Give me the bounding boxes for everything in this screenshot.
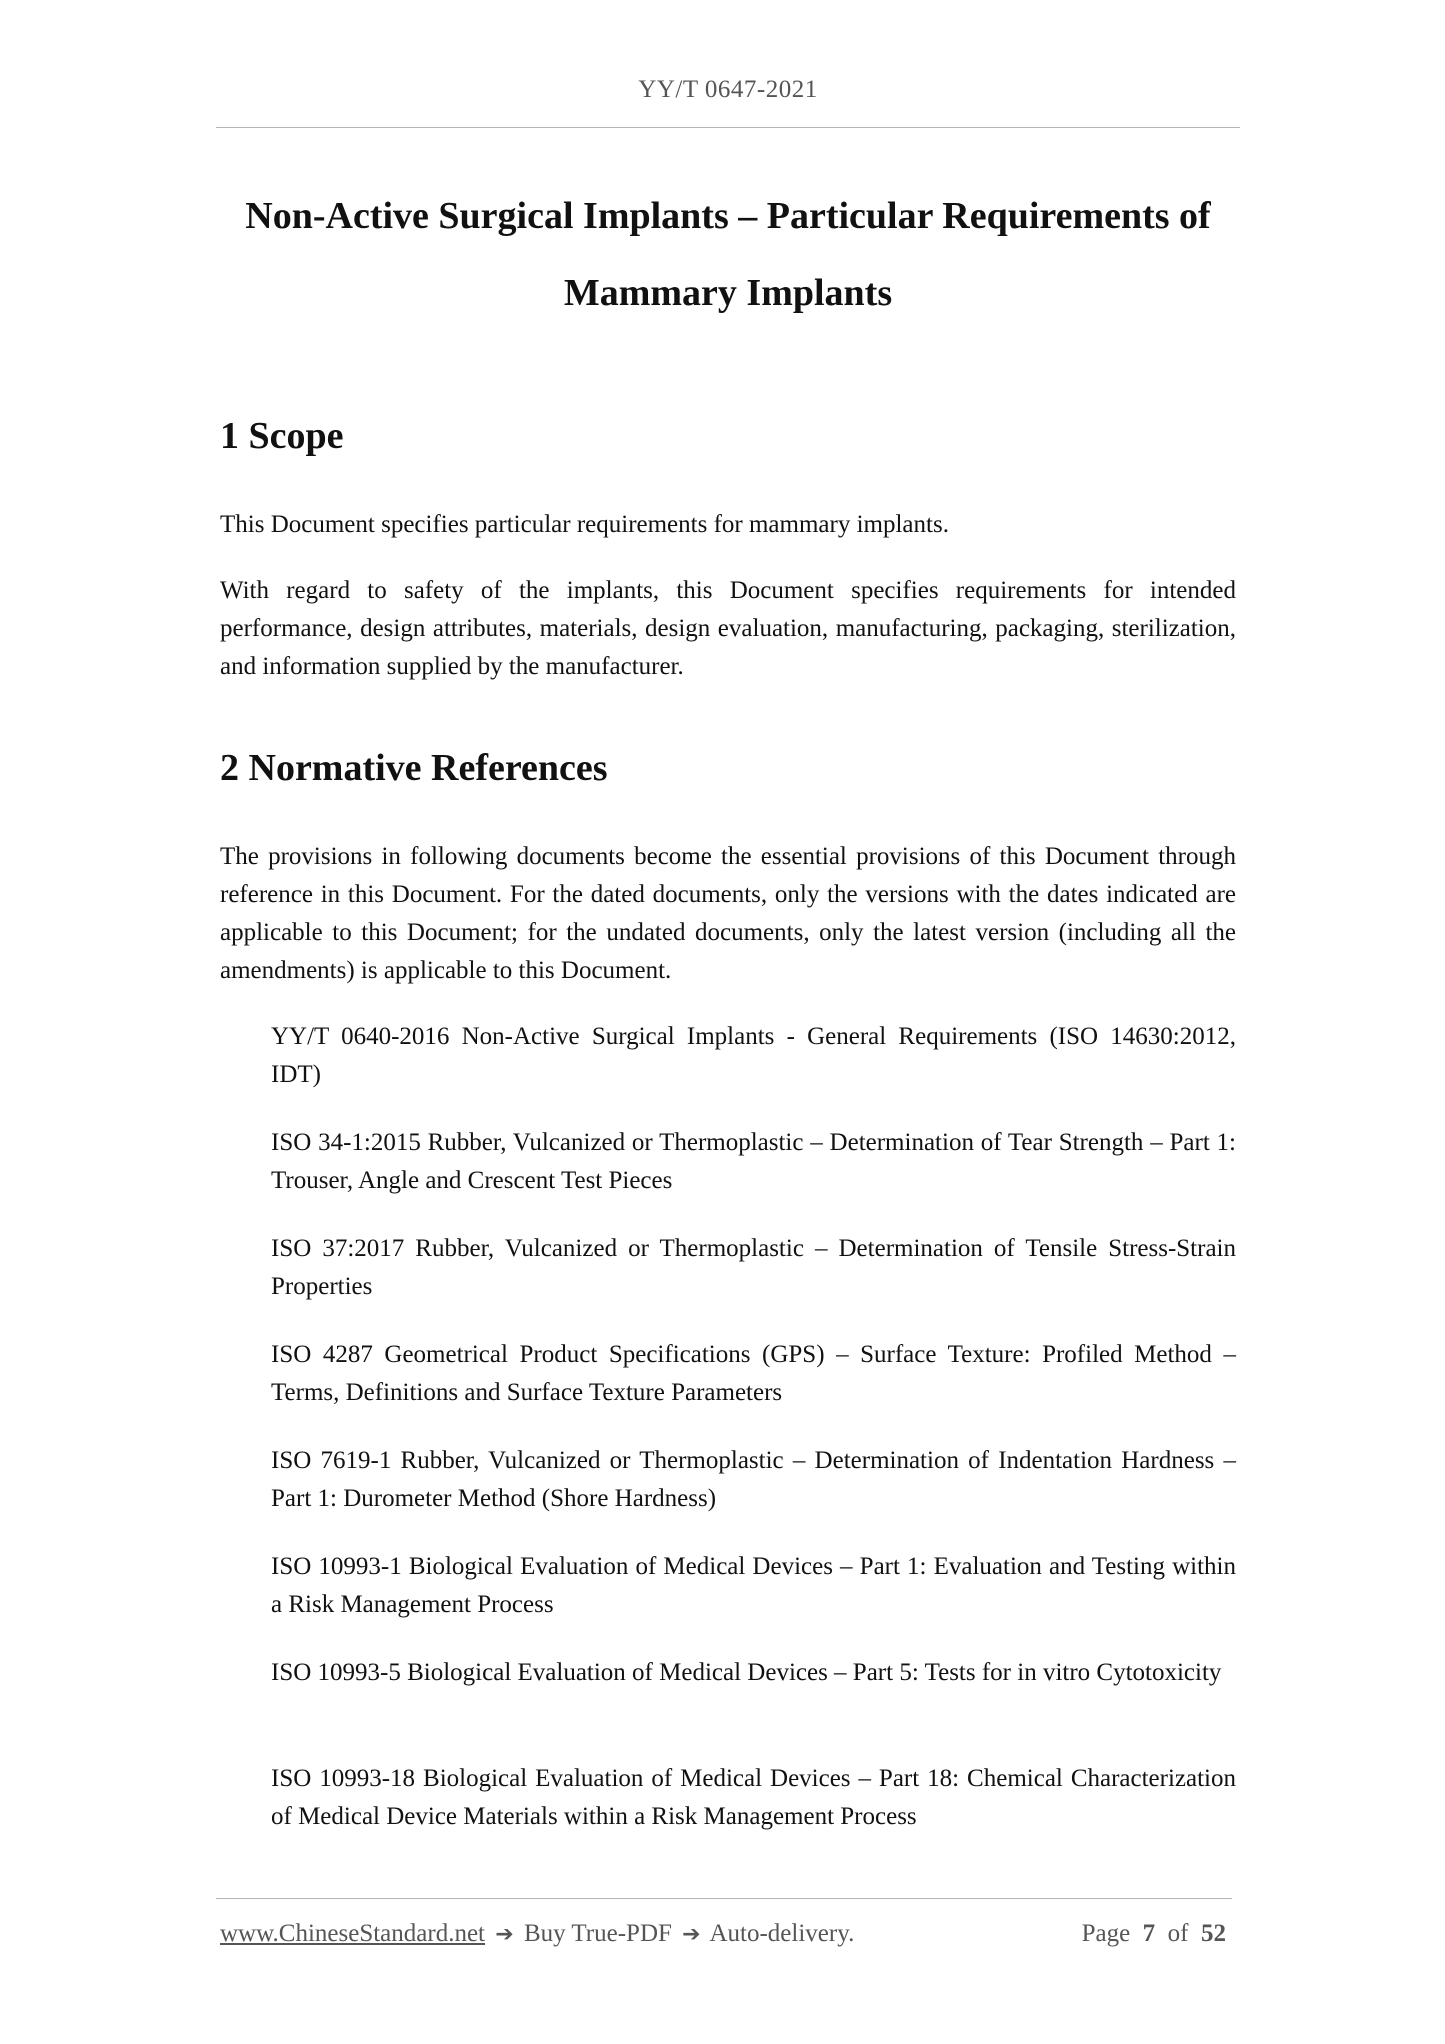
current-page-number: 7 bbox=[1142, 1920, 1156, 1947]
document-title bbox=[216, 178, 1240, 332]
reference-item: YY/T 0640-2016 Non-Active Surgical Implants - General Requirements (ISO 14630:2012, IDT) bbox=[271, 1023, 1236, 1088]
page-footer bbox=[220, 1920, 1236, 1956]
page-number-indicator bbox=[1082, 1920, 1226, 1948]
scope-paragraph-1: This Document specifies particular requirements for mammary implants. bbox=[220, 511, 949, 538]
right-arrow-icon: ➔ bbox=[495, 1922, 514, 1947]
page-label: Page bbox=[1081, 1920, 1131, 1947]
normative-references-paragraph: The provisions in following documents become the essential provisions of this Document through reference in this Document. For the dated documents, only the versions with the dates indicated are applicable to this Document; for the undated documents, only the latest version (including all the amendments) is applicable to this Document. bbox=[220, 843, 1236, 984]
document-title-line-2: Mammary Implants bbox=[563, 272, 893, 314]
reference-item: ISO 34-1:2015 Rubber, Vulcanized or Thermoplastic – Determination of Tear Strength – Part 1: Trouser, Angle and Crescent Test Pieces bbox=[271, 1129, 1236, 1194]
footer-promo bbox=[220, 1920, 854, 1948]
reference-item: ISO 37:2017 Rubber, Vulcanized or Thermoplastic – Determination of Tensile Stress-Strain Properties bbox=[271, 1235, 1236, 1300]
reference-item: ISO 10993-1 Biological Evaluation of Medical Devices – Part 1: Evaluation and Testing within a Risk Management Process bbox=[271, 1553, 1236, 1618]
right-arrow-icon: ➔ bbox=[682, 1922, 701, 1947]
footer-divider bbox=[216, 1898, 1232, 1899]
section-heading-normative-references: 2 Normative References bbox=[220, 747, 608, 789]
reference-item: ISO 4287 Geometrical Product Specifications (GPS) – Surface Texture: Profiled Method – Terms, Definitions and Surface Texture Parameters bbox=[271, 1341, 1236, 1406]
chinesestandard-link[interactable]: www.ChineseStandard.net bbox=[220, 1920, 485, 1947]
reference-item: ISO 10993-18 Biological Evaluation of Medical Devices – Part 18: Chemical Characterization of Medical Device Materials within a Risk Management Process bbox=[271, 1765, 1236, 1830]
total-page-count: 52 bbox=[1201, 1920, 1226, 1947]
page-of-label: of bbox=[1167, 1920, 1189, 1947]
header-divider bbox=[216, 127, 1240, 128]
scope-paragraph-2: With regard to safety of the implants, this Document specifies requirements for intended performance, design attributes, materials, design evaluation, manufacturing, packaging, sterilization, and information supplied by the manufacturer. bbox=[220, 577, 1236, 680]
reference-item: ISO 7619-1 Rubber, Vulcanized or Thermoplastic – Determination of Indentation Hardness – Part 1: Durometer Method (Shore Hardness) bbox=[271, 1447, 1236, 1512]
page-header-doc-number: YY/T 0647-2021 bbox=[638, 76, 818, 103]
auto-delivery-text: Auto-delivery. bbox=[709, 1920, 855, 1947]
document-title-line-1: Non-Active Surgical Implants – Particular Requirements of bbox=[245, 195, 1211, 237]
buy-true-pdf-text: Buy True-PDF bbox=[523, 1920, 672, 1947]
section-heading-scope: 1 Scope bbox=[220, 415, 344, 457]
reference-item: ISO 10993-5 Biological Evaluation of Medical Devices – Part 5: Tests for in vitro Cytotoxicity bbox=[271, 1659, 1222, 1686]
